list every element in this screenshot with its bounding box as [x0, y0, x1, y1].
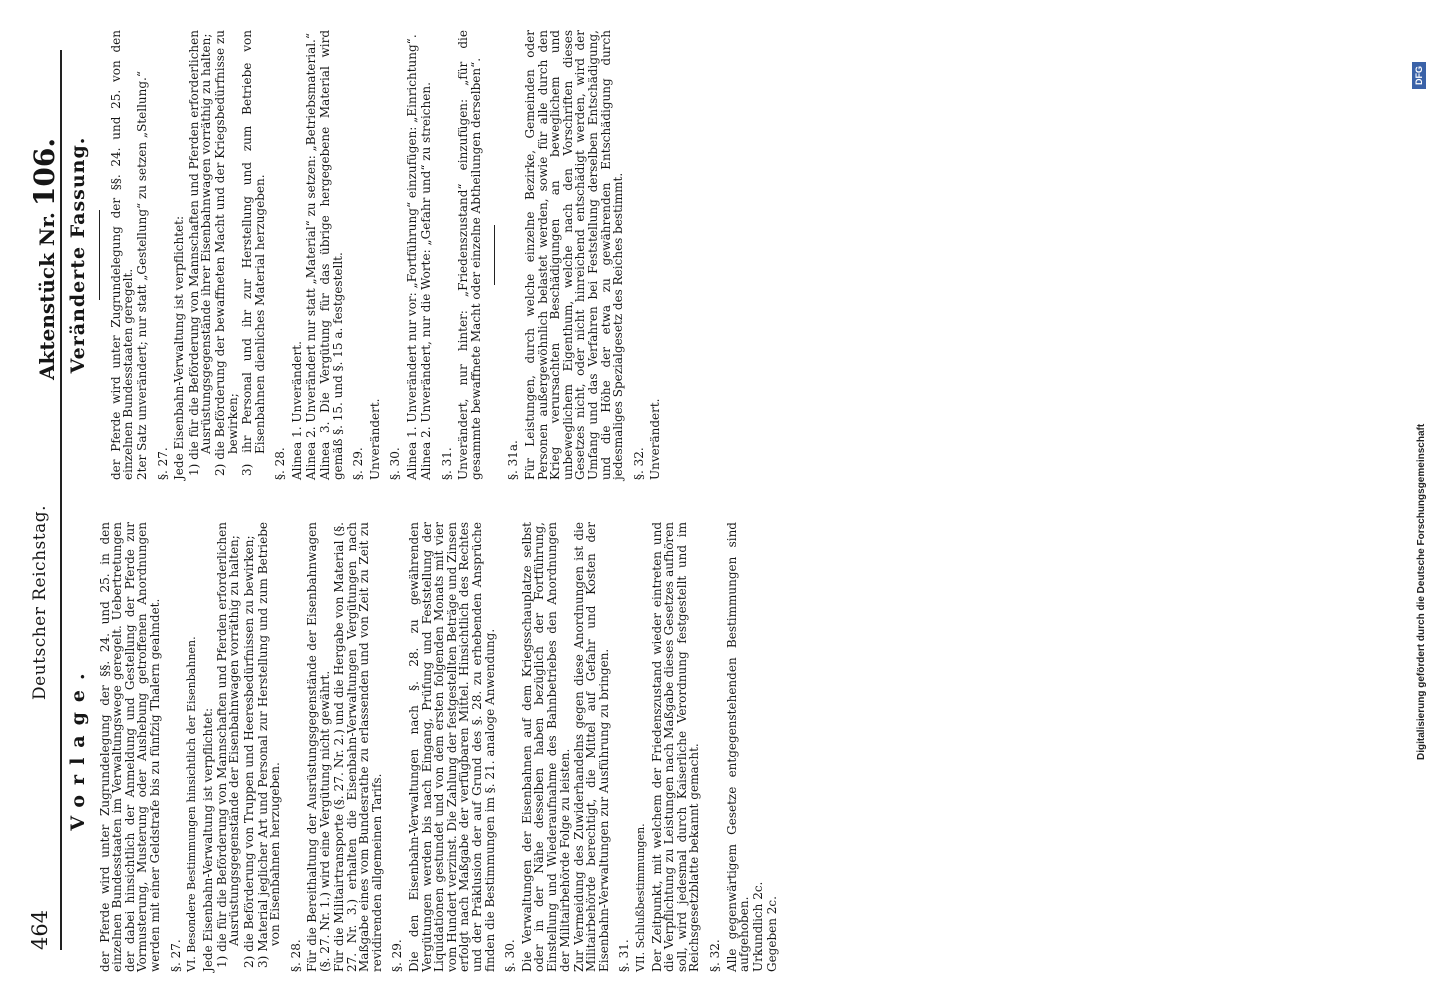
section-heading: §. 32.	[631, 447, 646, 480]
section-heading: §. 31a.	[506, 440, 521, 480]
paragraph: Alle gegenwärtigem Gesetze entgegenstehenden Bestimmungen sind aufgehoben.	[724, 522, 752, 972]
paragraph: Alinea 2. Unverändert nur statt „Material“ zu setzen: „Betriebsmaterial.“	[303, 32, 318, 480]
section-heading: §. 29.	[390, 939, 405, 972]
section-heading: §. 29.	[351, 447, 366, 480]
paragraph: Die den Eisenbahn-Verwaltungen nach §. 28. zu gewährenden Vergütungen werden bis nach Eingang, Prüfung und Feststellung der Liquidationen gestundet und von dem ersten folgenden Monats mit vier vom Hundert verzinst. Die Zahlung der festgestellten Beträge und Zinsen erfolgt nach Maßgabe der verfügbaren Mittel. Hinsichtlich des Rechtes und der Präklusion der auf Grund des §. 28. zu erhebenden Ansprüche finden die Bestimmungen im §. 21. analoge Anwendung.	[407, 522, 497, 972]
subheading: VI. Besondere Bestimmungen hinsichtlich der Eisenbahnen.	[185, 636, 199, 972]
document-label: Aktenstück Nr.	[35, 212, 59, 380]
section-heading: §. 32.	[708, 939, 723, 972]
left-title: Vorlage.	[67, 663, 89, 831]
paragraph: Alinea 2. Unverändert, nur die Worte: „Gefahr und“ zu streichen.	[418, 82, 433, 480]
section-heading: §. 27.	[168, 939, 183, 972]
section-heading: §. 30.	[388, 447, 403, 480]
list-item: 2) die Beförderung der bewaffneten Macht und der Kriegsbedürfnisse zu bewirken;	[213, 30, 240, 476]
paragraph: Alinea 1. Unverändert.	[289, 341, 304, 480]
list-item: 1) die für die Beförderung von Mannschaften und Pferden erforderlichen Ausrüstungsgegenstände der Eisenbahnwagen vorräthig zu halten;	[214, 522, 242, 968]
paragraph: der Pferde wird unter Zugrundelegung der §§. 24. und 25. in den einzelnen Bundesstaaten im Verwaltungswege geregelt. Uebertretungen der dabei hinsichtlich der Anmeldung und Gestellung der Pferde zur Vormusterung, Musterung oder Aushebung getroffenen Anordnungen werden mit einer Geldstrafe bis zu fünfzig Thalern geahndet.	[97, 522, 162, 972]
list-item: 3) ihr Personal und ihr zur Herstellung und zum Betriebe von Eisenbahnen dienliches Material herzugeben.	[239, 30, 267, 476]
title-rule	[99, 210, 100, 300]
document-number	[28, 138, 61, 380]
subheading: VII. Schlußbestimmungen.	[634, 823, 648, 972]
paragraph: Alinea 1. Unverändert nur vor: „Fortführung“ einzufügen: „Einrichtung“.	[404, 34, 419, 480]
paragraph: Der Zeitpunkt, mit welchem der Friedenszustand wieder eintreten und die Verpflichtung zu Leistungen nach Maßgabe dieses Gesetzes aufhören soll, wird jedesmal durch Kaiserliche Verordnung festgestellt und im Reichsgesetzblatte bekannt gemacht.	[649, 522, 702, 972]
header-rule	[60, 50, 62, 950]
page-number: 464	[28, 909, 52, 950]
section-heading: §. 28.	[273, 447, 288, 480]
paragraph: Für Leistungen, durch welche einzelne Bezirke, Gemeinden oder Personen außergewöhnlich belastet werden, sowie für alle durch den Krieg verursachten Beschädigungen an beweglichem und unbeweglichem Eigenthum, welche nach den Vorschriften dieses Gesetzes nicht, oder nicht hinreichend entschädigt werden, wird der Umfang und das Verfahren bei Feststellung derselben Entschädigung, und die Höhe der etwa zu gewährenden Entschädigung durch jedesmaliges Spezialgesetz des Reiches bestimmt.	[522, 30, 626, 480]
separator-rule	[494, 225, 495, 285]
closing-line: Gegeben 2c.	[765, 896, 780, 972]
section-heading: §. 31.	[617, 939, 632, 972]
paragraph: Zur Vermeidung des Zuwiderhandelns gegen diese Anordnungen ist die Militairbehörde berechtigt, die Mittel auf Gefahr und Kosten der Eisenbahn-Verwaltungen zur Ausführung zu bringen.	[571, 522, 611, 972]
paragraph: Für die Bereithaltung der Ausrüstungsgegenstände der Eisenbahnwagen (§. 27. Nr. 1.) wird eine Vergütung nicht gewährt.	[305, 522, 332, 972]
document-number-value: 106.	[28, 137, 61, 207]
paragraph: Jede Eisenbahn-Verwaltung ist verpflichtet:	[172, 215, 187, 480]
paragraph: Die Verwaltungen der Eisenbahnen auf dem Kriegsschauplatze selbst oder in der Nähe desselben haben bezüglich der Fortführung, Einstellung und Wiederaufnahme des Bahnbetriebes den Anordnungen der Militairbehörde Folge zu leisten.	[519, 522, 572, 972]
paragraph: Für die Militairtransporte (§. 27. Nr. 2.) und die Hergabe von Material (§. 27. Nr. 3.) erhalten die Eisenbahn-Verwaltungen Vergütungen nach Maßgabe eines vom Bundesrathe zu erlassenden und von Zeit zu Zeit zu revidirenden allgemeinen Tarifs.	[332, 522, 384, 972]
paragraph: der Pferde wird unter Zugrundelegung der §§. 24. und 25. von den einzelnen Bundesstaaten geregelt.	[108, 30, 136, 480]
paragraph: Alinea 3. Die Vergütung für das übrige hergegebene Material wird gemäß §. 15. und §. 15 a. festgestellt.	[317, 30, 345, 480]
list-item: 3) Material jeglicher Art und Personal zur Herstellung und zum Betriebe von Eisenbahnen herzugeben.	[255, 522, 283, 968]
right-title: Veränderte Fassung.	[67, 136, 89, 374]
section-heading: §. 31.	[439, 447, 454, 480]
right-column	[67, 30, 663, 480]
section-heading: §. 30.	[503, 939, 518, 972]
paragraph: Unverändert.	[367, 398, 382, 480]
running-title: Deutscher Reichstag.	[30, 505, 50, 700]
paragraph: Unverändert, nur hinter: „Friedenszustand“ einzufügen: „für die gesammte bewaffnete Macht oder einzelne Abtheilungen derselben“.	[456, 30, 483, 480]
paragraph: 2ter Satz unverändert; nur statt „Gestellung“ zu setzen „Stellung.“	[135, 71, 150, 480]
digitization-credit: Digitalisierung gefördert durch die Deutsche Forschungsgemeinschaft	[1416, 423, 1427, 760]
closing-line: Urkundlich 2c.	[751, 881, 766, 972]
list-item: 1) die für die Beförderung von Mannschaften und Pferden erforderlichen Ausrüstungsgegenstände ihrer Eisenbahnwagen vorräthig zu halten;	[186, 30, 214, 476]
paragraph: Jede Eisenbahn-Verwaltung ist verpflichtet:	[200, 707, 215, 972]
section-heading: §. 28.	[288, 939, 303, 972]
dfg-logo: DFG	[1412, 62, 1426, 89]
page-header	[24, 50, 61, 950]
section-heading: §. 27.	[155, 447, 170, 480]
paragraph: Unverändert.	[648, 398, 663, 480]
list-item: 2) die Beförderung von Truppen und Heeresbedürfnissen zu bewirken;	[241, 535, 256, 968]
left-column	[67, 522, 781, 972]
